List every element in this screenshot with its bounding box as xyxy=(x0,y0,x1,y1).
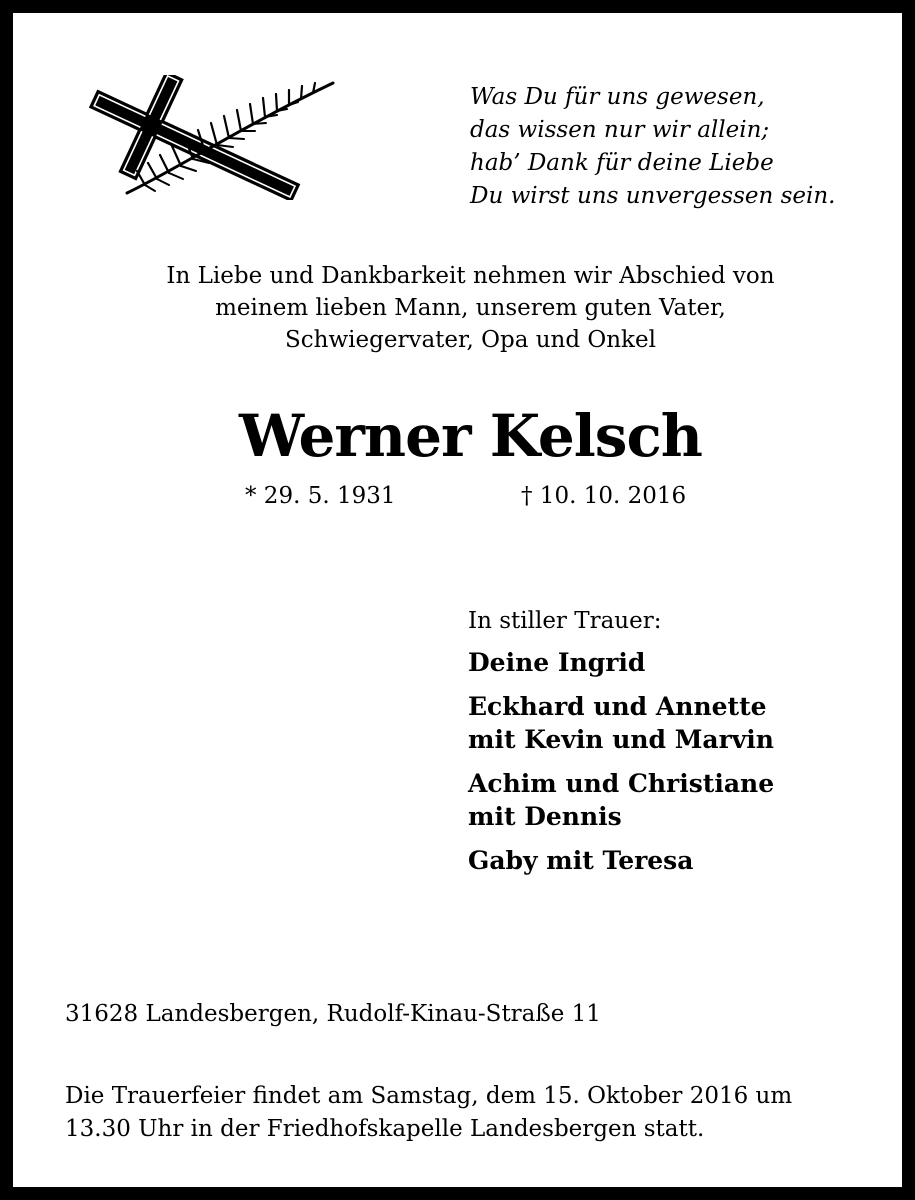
ceremony-line: 13.30 Uhr in der Friedhofskapelle Landesbergen statt. xyxy=(65,1116,705,1142)
ceremony-line: Die Trauerfeier findet am Samstag, dem 15. Oktober 2016 um xyxy=(65,1083,793,1109)
mourner-line: Eckhard und Annette xyxy=(468,692,767,721)
deceased-name: Werner Kelsch xyxy=(239,402,702,470)
memorial-poem xyxy=(470,81,836,213)
intro-line: meinem lieben Mann, unserem guten Vater, xyxy=(215,295,726,321)
mourner-line: Deine Ingrid xyxy=(468,648,646,677)
intro-line: In Liebe und Dankbarkeit nehmen wir Abschied von xyxy=(166,263,775,289)
mourners-list xyxy=(468,605,774,888)
mourner-line: mit Dennis xyxy=(468,802,622,831)
mourner-group xyxy=(468,690,774,756)
mourners-lead: In stiller Trauer: xyxy=(468,608,662,634)
poem-line: das wissen nur wir allein; xyxy=(470,117,770,143)
mourner-line: Gaby mit Teresa xyxy=(468,846,694,875)
birth-date: * 29. 5. 1931 xyxy=(245,483,396,509)
family-address: 31628 Landesbergen, Rudolf-Kinau-Straße 11 xyxy=(65,1001,601,1027)
poem-line: Du wirst uns unvergessen sein. xyxy=(470,183,836,209)
mourner-group xyxy=(468,844,774,877)
mourner-group xyxy=(468,646,774,679)
farewell-intro xyxy=(13,260,915,356)
mourner-group xyxy=(468,767,774,833)
cross-with-palm-branch-icon xyxy=(75,75,345,200)
mourner-line: mit Kevin und Marvin xyxy=(468,725,774,754)
death-date: † 10. 10. 2016 xyxy=(521,483,687,509)
poem-line: Was Du für uns gewesen, xyxy=(470,84,765,110)
ceremony-info xyxy=(65,1080,792,1146)
intro-line: Schwiegervater, Opa und Onkel xyxy=(285,327,656,353)
mourner-line: Achim und Christiane xyxy=(468,769,775,798)
poem-line: hab’ Dank für deine Liebe xyxy=(470,150,774,176)
